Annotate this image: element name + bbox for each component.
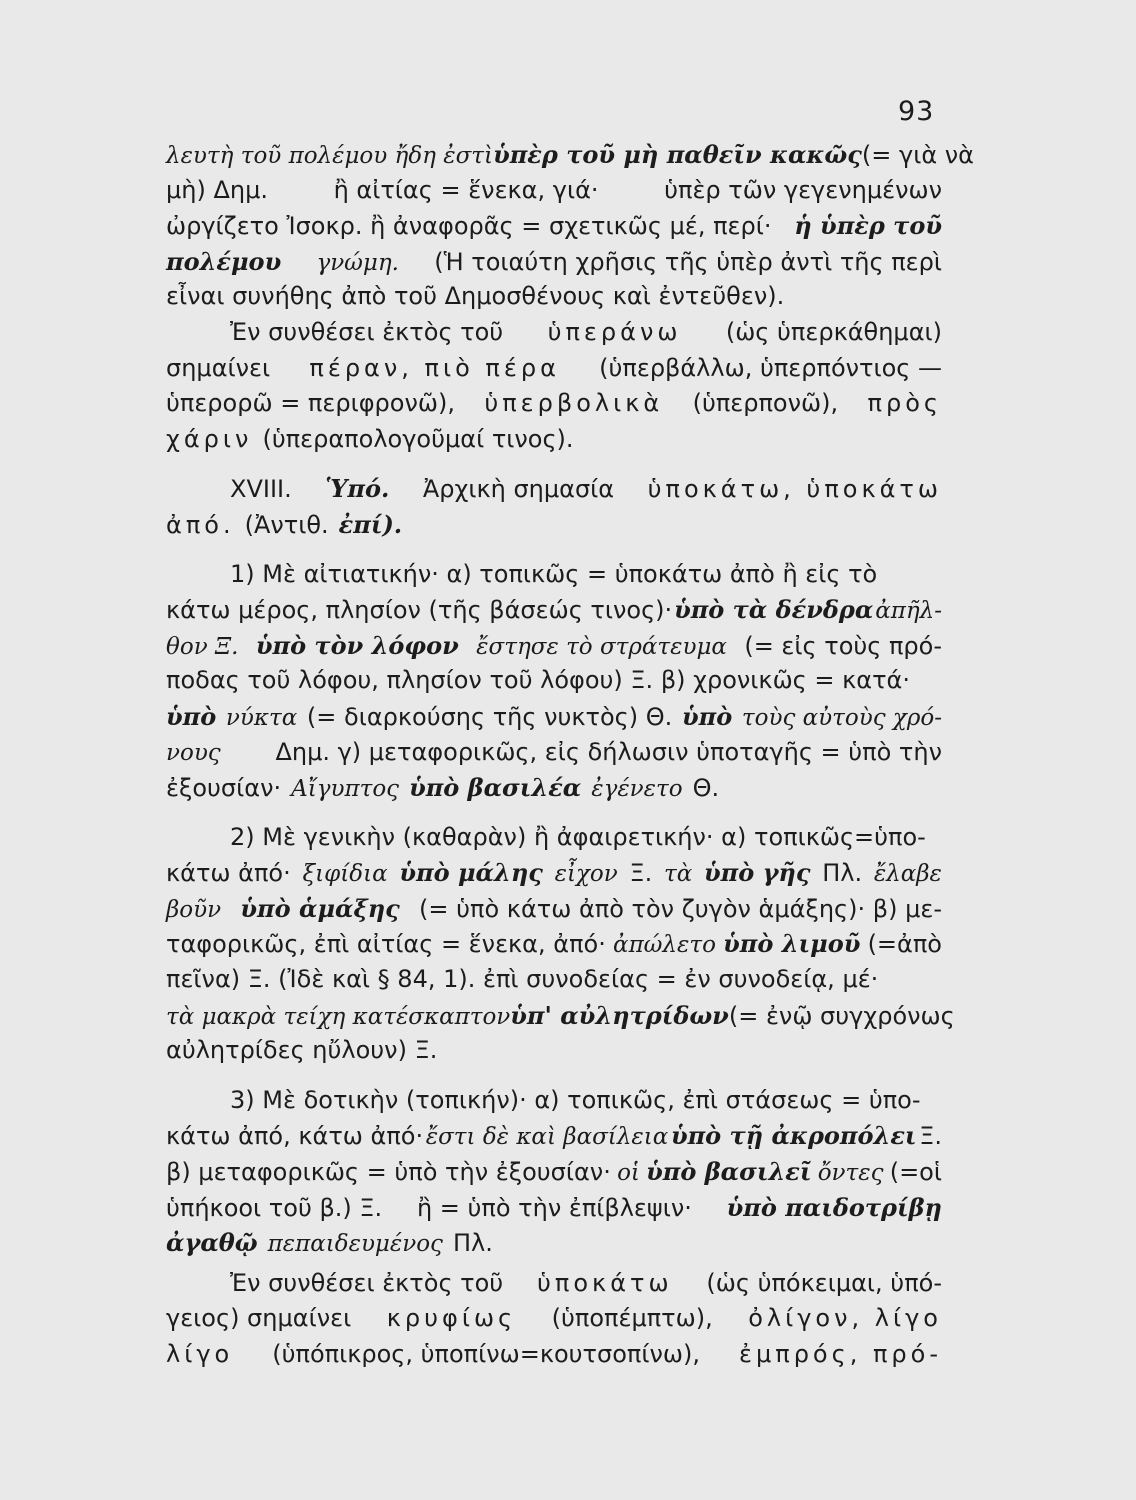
text-segment: (Ἀντιθ.	[244, 510, 329, 539]
text-segment: 1) Μὲ αἰτιατικήν· α) τοπικῶς = ὑποκάτω ἀπὸ ἢ εἰς τὸ	[230, 559, 878, 588]
text-segment: κάτω ἀπό·	[166, 859, 291, 888]
text-line	[166, 318, 942, 354]
text-segment: νους	[166, 739, 221, 766]
text-segment: ἀπώλετο	[613, 932, 716, 959]
text-line	[166, 738, 942, 774]
text-segment: ὑπὸ παιδοτρίβῃ	[726, 1192, 942, 1222]
text-segment: ὑπὸ τὰ δένδρα	[674, 595, 874, 625]
text-line	[166, 247, 942, 283]
text-line	[166, 894, 942, 930]
text-segment: ἔστησε τὸ στράτευμα	[476, 633, 727, 660]
text-segment: μὴ) Δημ.	[166, 175, 268, 204]
text-segment: κάτω μέρος, πλησίον (τῆς βάσεώς τινος)·	[166, 596, 673, 625]
text-segment: εἶναι συνήθης ἀπὸ τοῦ Δημοσθένους καὶ ἐντεῦθεν).	[166, 282, 785, 311]
text-segment: ὑπ' αὐλητρίδων	[510, 1000, 729, 1030]
text-segment: (= εἰς τοὺς πρό-	[744, 631, 942, 660]
text-segment: XVIII.	[230, 475, 292, 504]
text-segment: (= γιὰ νὰ	[861, 141, 974, 169]
text-segment: (=οἱ	[889, 1158, 942, 1187]
text-segment: ἢ αἰτίας = ἕνεκα, γιά·	[333, 175, 599, 204]
text-segment: (ὑπερπονῶ),	[692, 389, 839, 418]
text-segment: ὑπὸ βασιλεῖ	[646, 1157, 812, 1187]
text-segment: ἀγαθῷ	[166, 1228, 258, 1258]
text-segment: Πλ.	[822, 859, 863, 888]
text-segment: χάριν	[166, 424, 253, 453]
text-segment: ξιφίδια	[302, 861, 388, 888]
text-segment: ὑπὸ ἁμάξης	[240, 893, 400, 923]
text-line	[166, 595, 942, 631]
text-segment: (ὡς ὑπερκάθημαι)	[725, 317, 942, 346]
text-segment: ὄντες	[817, 1160, 884, 1187]
text-segment: Δημ. γ) μεταφορικῶς, εἰς δήλωσιν ὑποταγῆς = ὑπὸ τὴν	[275, 737, 942, 766]
text-segment: ταφορικῶς, ἐπὶ αἰτίας = ἕνεκα, ἀπό·	[166, 930, 606, 959]
text-line	[166, 1228, 942, 1264]
text-segment: Θ.	[692, 774, 720, 803]
text-segment: ἐπί).	[338, 509, 403, 539]
text-segment: Ἀρχικὴ σημασία	[422, 475, 615, 504]
text-segment: 3) Μὲ δοτικὴν (τοπικήν)· α) τοπικῶς, ἐπὶ στάσεως = ὑπο-	[230, 1085, 921, 1114]
text-segment: ὑπὸ μάλης	[399, 858, 543, 888]
text-segment: ὑπὸ βασιλέα	[409, 773, 582, 803]
text-line	[166, 702, 942, 738]
text-segment: ἀπό.	[166, 510, 235, 539]
text-segment: ἐγένετο	[591, 776, 683, 803]
text-segment: ἡ ὑπὲρ τοῦ	[794, 211, 942, 241]
text-segment: ὑποκάτω	[537, 1268, 673, 1297]
text-line	[166, 1036, 942, 1072]
text-segment: ἐμπρός, πρό-	[739, 1340, 942, 1368]
text-segment: ὀλίγον, λίγο	[748, 1304, 942, 1333]
text-segment: ὑπεράνω	[547, 317, 682, 346]
text-line	[166, 389, 942, 425]
text-line	[166, 354, 942, 390]
text-segment: πρὸς	[867, 389, 942, 418]
text-segment: ὑποκάτω, ὑποκάτω	[647, 475, 942, 504]
text-segment: οἱ	[617, 1160, 640, 1187]
text-line	[166, 666, 942, 702]
text-segment: Ἐν συνθέσει ἐκτὸς τοῦ	[230, 1268, 504, 1297]
text-segment: Αἴγυπτος	[291, 776, 400, 803]
text-segment: 2) Μὲ γενικὴν (καθαρὰν) ἢ ἀφαιρετικήν· α) τοπικῶς=ὑπο-	[230, 822, 926, 851]
text-segment: ὑπήκοοι τοῦ β.) Ξ.	[166, 1193, 383, 1222]
text-segment: ὑπὲρ τῶν γεγενημένων	[664, 175, 942, 204]
text-segment: τὰ	[664, 861, 693, 888]
text-line	[166, 1340, 942, 1376]
text-segment: βοῦν	[166, 896, 222, 923]
text-segment: ὠργίζετο Ἰσοκρ. ἢ ἀναφορᾶς = σχετικῶς μέ, περί·	[166, 212, 772, 241]
text-line	[166, 858, 942, 894]
text-segment: Ξ.	[919, 1122, 942, 1151]
text-line	[166, 140, 974, 176]
text-line	[166, 282, 942, 318]
text-segment: Ὑπό.	[325, 474, 390, 504]
text-segment: πεῖνα) Ξ. (Ἰδὲ καὶ § 84, 1). ἐπὶ συνοδείας = ἐν συνοδείᾳ, μέ·	[166, 965, 879, 994]
text-line	[166, 1304, 942, 1340]
text-segment: νύκτα	[225, 704, 298, 731]
text-segment: κρυφίως	[386, 1304, 517, 1333]
text-line	[166, 510, 942, 546]
text-segment: κάτω ἀπό, κάτω ἀπό·	[166, 1122, 424, 1151]
text-segment: ὑπερορῶ = περιφρονῶ),	[166, 389, 455, 418]
text-segment: αὐλητρίδες ηὔλουν) Ξ.	[166, 1036, 438, 1065]
text-segment: ποδας τοῦ λόφου, πλησίον τοῦ λόφου) Ξ. β) χρονικῶς = κατά·	[166, 666, 910, 695]
text-segment: ὑπερβολικὰ	[484, 389, 664, 418]
text-segment: ὑπὸ τῇ ἀκροπόλει	[670, 1121, 917, 1151]
text-segment: Πλ.	[452, 1229, 493, 1258]
text-line	[166, 474, 942, 510]
text-segment: (Ἡ τοιαύτη χρῆσις τῆς ὑπὲρ ἀντὶ τῆς περὶ	[434, 247, 942, 276]
text-segment: Ἐν συνθέσει ἐκτὸς τοῦ	[230, 317, 504, 346]
text-segment: (ὑπερβάλλω, ὑπερπόντιος —	[599, 353, 942, 382]
text-segment: Ξ.	[629, 859, 653, 888]
text-segment: ὑπὸ	[166, 701, 217, 731]
text-segment: ὑπὸ λιμοῦ	[723, 929, 861, 959]
text-line	[166, 1157, 942, 1193]
text-line	[166, 1269, 942, 1305]
text-segment: (ὡς ὑπόκειμαι, ὑπό-	[706, 1268, 942, 1297]
text-segment: (= ὑπὸ κάτω ἀπὸ τὸν ζυγὸν ἁμάξης)· β) με-	[419, 894, 942, 923]
text-line	[166, 1000, 955, 1037]
text-segment: ὑπὸ	[681, 701, 733, 731]
text-segment: ἔλαβε	[873, 861, 942, 888]
text-segment: τοὺς αὐτοὺς χρό-	[741, 704, 942, 731]
text-line	[166, 1121, 942, 1157]
text-line	[166, 425, 942, 461]
text-line	[166, 823, 942, 859]
text-segment: ἢ = ὑπὸ τὴν ἐπίβλεψιν·	[416, 1193, 692, 1222]
text-segment: σημαίνει	[166, 353, 271, 382]
text-line	[166, 176, 942, 212]
text-segment: (= ἐνῷ συγχρόνως	[728, 1001, 955, 1030]
text-segment: ἀπῆλ-	[875, 598, 942, 625]
text-segment: πεπαιδευμένος	[267, 1231, 443, 1258]
text-segment: β) μεταφορικῶς = ὑπὸ τὴν ἐξουσίαν·	[166, 1158, 611, 1187]
text-line	[166, 929, 942, 965]
text-segment: πολέμου	[166, 246, 282, 276]
text-segment: τὰ μακρὰ τείχη κατέσκαπτον	[166, 1003, 511, 1030]
text-line	[166, 965, 942, 1001]
text-block	[166, 140, 974, 1376]
text-segment: λευτὴ τοῦ πολέμου ἤδη ἐστὶ	[166, 143, 494, 169]
page-number: 93	[898, 96, 935, 127]
text-segment: ὑπὲρ τοῦ μὴ παθεῖν κακῶς	[493, 140, 862, 169]
text-segment: πέραν, πιὸ πέρα	[309, 353, 560, 382]
text-line	[166, 560, 942, 596]
text-segment: γνώμη.	[316, 249, 399, 276]
text-segment: γειος) σημαίνει	[166, 1304, 352, 1333]
text-segment: εἶχον	[554, 861, 618, 888]
text-segment: (=ἀπὸ	[867, 930, 942, 959]
text-segment: λίγο	[166, 1340, 234, 1368]
text-segment: (= διαρκούσης τῆς νυκτὸς) Θ.	[306, 702, 673, 731]
text-segment: ὑπὸ τὸν λόφον	[255, 630, 459, 660]
text-line	[166, 211, 942, 247]
text-segment: ἐξουσίαν·	[166, 774, 282, 803]
text-segment: ὑπὸ γῆς	[703, 858, 811, 888]
text-segment: (ὑπόπικρος, ὑποπίνω=κουτσοπίνω),	[272, 1340, 700, 1368]
text-line	[166, 1086, 942, 1122]
text-line	[166, 1193, 942, 1229]
text-segment: (ὑποπέμπτω),	[551, 1304, 713, 1333]
text-segment: ἔστι δὲ καὶ βασίλεια	[425, 1124, 669, 1151]
text-line	[166, 773, 942, 809]
text-line	[166, 631, 942, 667]
text-segment: θον Ξ.	[166, 633, 239, 660]
text-segment: (ὑπεραπολογοῦμαί τινος).	[262, 424, 574, 453]
